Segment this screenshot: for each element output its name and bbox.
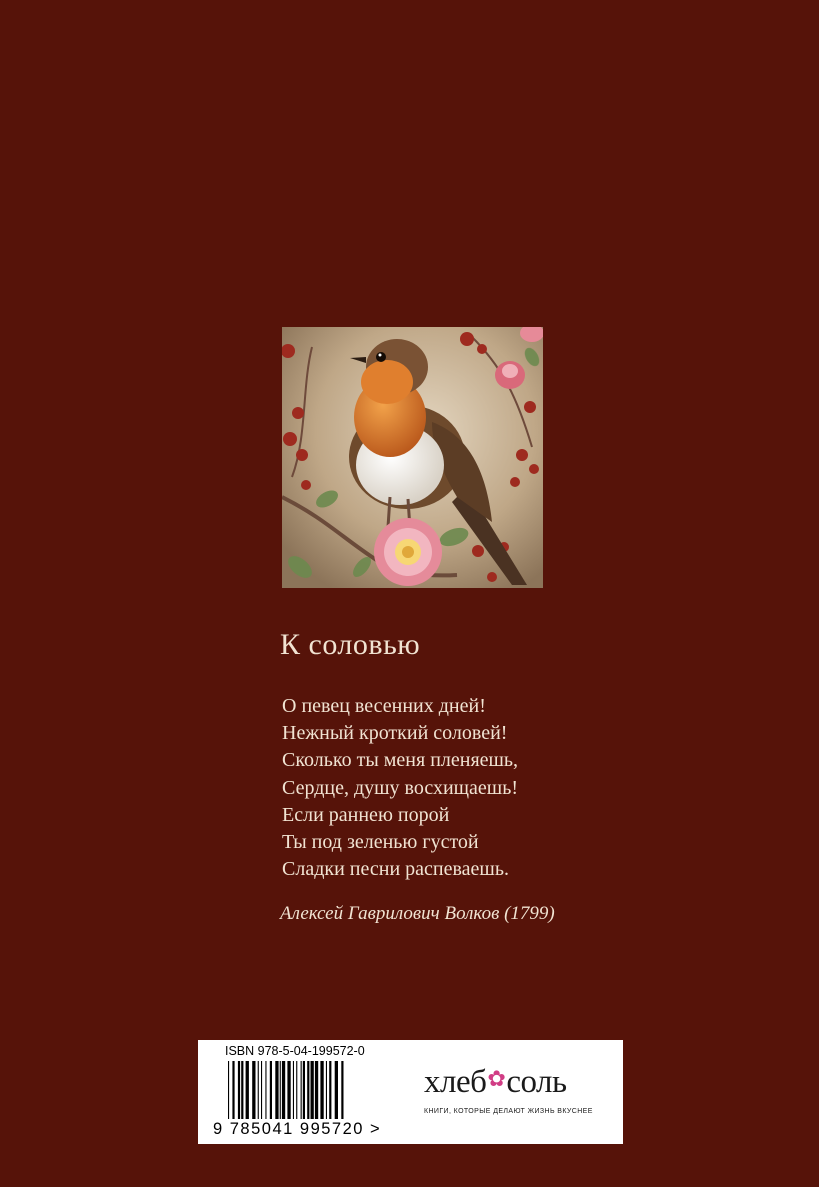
barcode-bar (246, 1061, 249, 1119)
barcode-bar (326, 1061, 327, 1119)
poem-line: Если раннею порой (282, 803, 450, 826)
poem-line: Сладки песни распеваешь. (282, 858, 509, 881)
poem-title: К соловью (280, 628, 421, 661)
barcode-bar (320, 1061, 323, 1119)
poem-line: О певец весенних дней! (282, 695, 486, 717)
barcode-bar (341, 1061, 343, 1119)
flower-icon: ✿ (487, 1066, 506, 1091)
poem-attribution: Алексей Гаврилович Волков (1799) (280, 903, 555, 924)
barcode-bar (280, 1061, 281, 1119)
poem-text (282, 693, 602, 883)
barcode-bar (282, 1061, 285, 1119)
barcode-bar (303, 1061, 305, 1119)
poem-line: Нежный кроткий соловей! (282, 722, 508, 745)
barcode-bar (296, 1061, 297, 1119)
barcode-bar (329, 1061, 331, 1119)
poem-line: Ты под зеленью густой (282, 831, 479, 854)
isbn-text: ISBN 978-5-04-199572-0 (225, 1044, 365, 1058)
barcode-bar (228, 1061, 229, 1119)
barcode-bars (228, 1061, 380, 1119)
barcode-bar (275, 1061, 278, 1119)
barcode-bar (270, 1061, 272, 1119)
barcode-bar (315, 1061, 318, 1119)
barcode-bar (335, 1061, 338, 1119)
barcode-bar (238, 1061, 240, 1119)
publisher-tagline: КНИГИ, КОТОРЫЕ ДЕЛАЮТ ЖИЗНЬ ВКУСНЕЕ (424, 1108, 593, 1115)
poem-line: Сколько ты меня пленяешь, (282, 749, 519, 772)
barcode-bar (307, 1061, 309, 1119)
barcode-bar (252, 1061, 255, 1119)
poem-line: Сердце, душу восхищаешь! (282, 776, 518, 799)
barcode-bar (261, 1061, 262, 1119)
logo-word-right: соль (506, 1064, 567, 1100)
barcode-bar (311, 1061, 314, 1119)
barcode-panel (198, 1040, 623, 1144)
barcode-bar (258, 1061, 259, 1119)
robin-illustration (282, 327, 543, 588)
barcode-digits: 9 785041 995720 > (213, 1120, 382, 1138)
barcode-bar (287, 1061, 290, 1119)
barcode-bar (232, 1061, 234, 1119)
barcode-bar (265, 1061, 266, 1119)
barcode-bar (293, 1061, 294, 1119)
publisher-logo (424, 1064, 567, 1101)
barcode-bar (301, 1061, 302, 1119)
logo-word-left: хлеб (424, 1064, 487, 1100)
barcode-bar (241, 1061, 243, 1119)
